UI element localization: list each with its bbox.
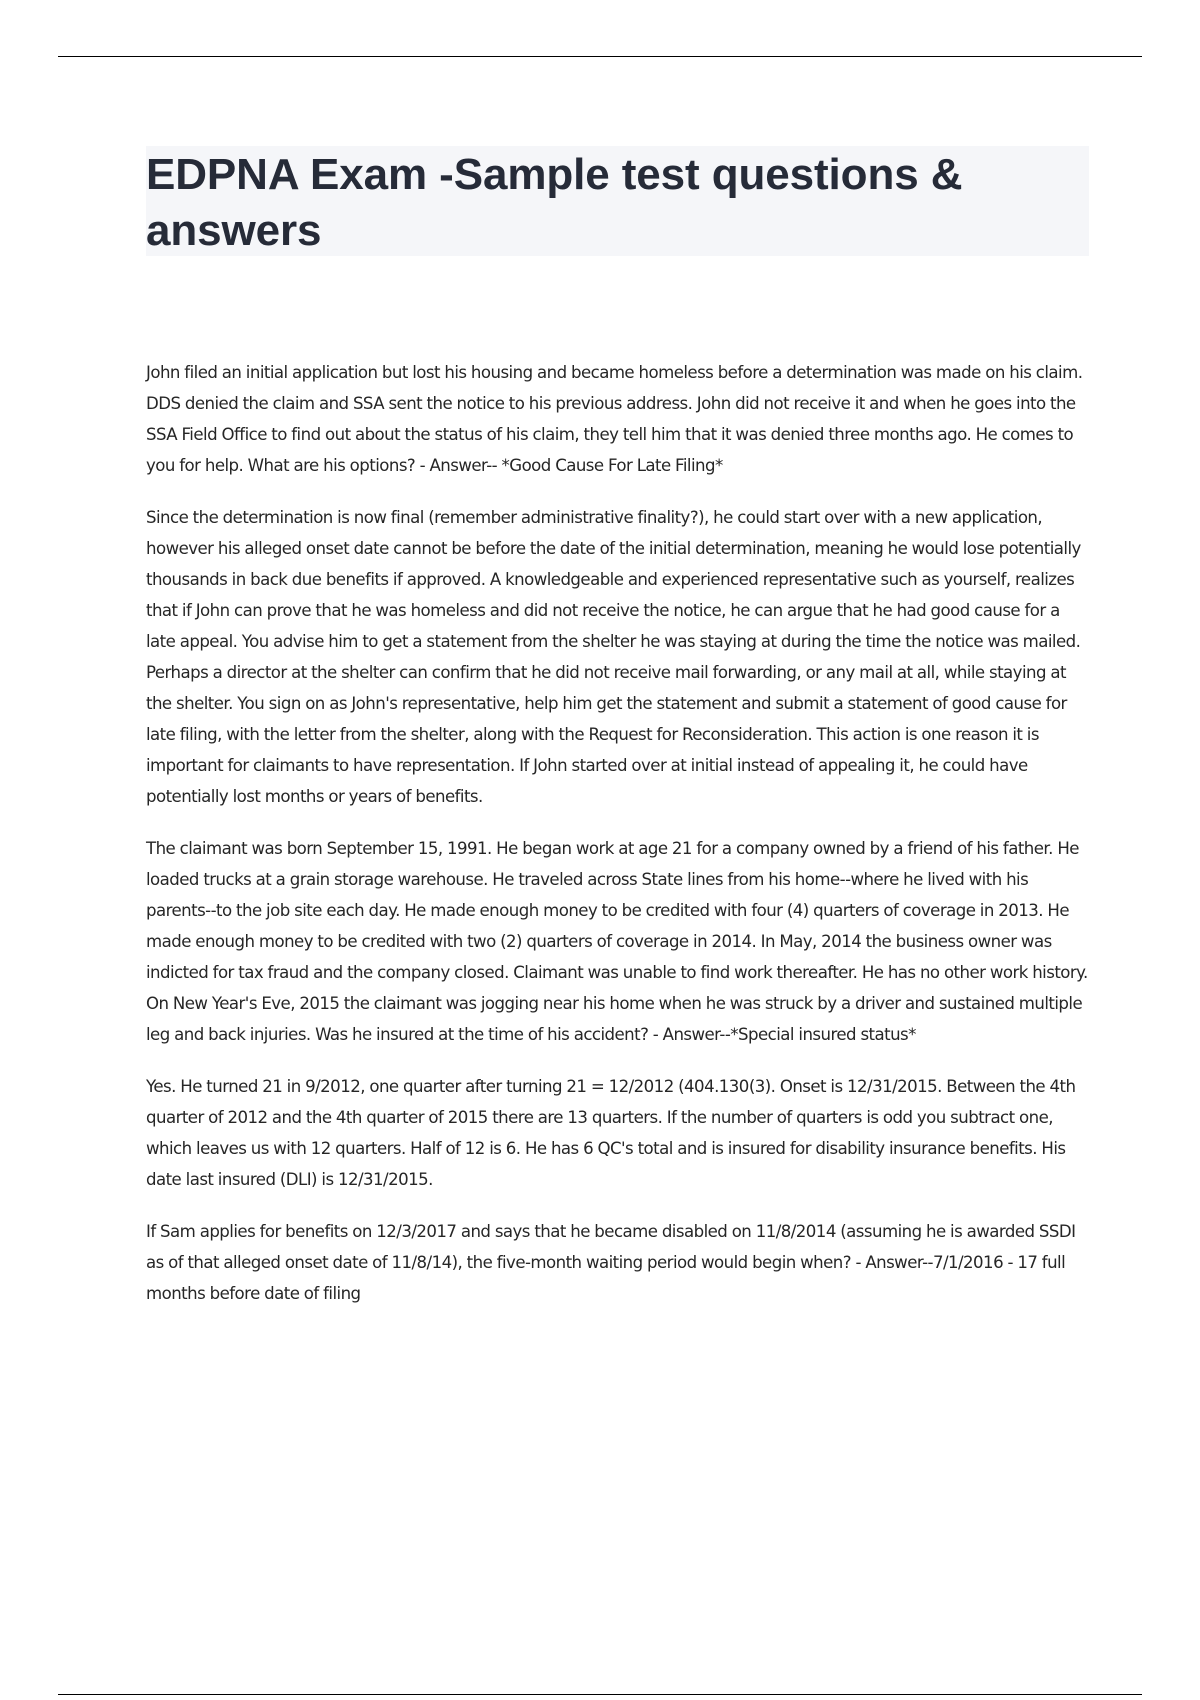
answer-paragraph-1: Since the determination is now final (remember administrative finality?), he could start over with a new application, however his alleged onset date cannot be before the date of the initial determination, meaning he would lose potentially thousands in back due benefits if approved. A knowledgeable and experienced representative such as yourself, realizes that if John can prove that he was homeless and did not receive the notice, he can argue that he had good cause for a late appeal. You advise him to get a statement from the shelter he was staying at during the time the notice was mailed. Perhaps a director at the shelter can confirm that he did not receive mail forwarding, or any mail at all, while staying at the shelter. You sign on as John's representative, help him get the statement and submit a statement of good cause for late filing, with the letter from the shelter, along with the Request for Reconsideration. This action is one reason it is important for claimants to have representation. If John started over at initial instead of appealing it, he could have potentially lost months or years of benefits.	[146, 508, 1081, 806]
question-paragraph-2: The claimant was born September 15, 1991. He began work at age 21 for a company owned by a friend of his father. He loaded trucks at a grain storage warehouse. He traveled across State lines from his home--where he lived with his parents--to the job site each day. He made enough money to be credited with four (4) quarters of coverage in 2013. He made enough money to be credited with two (2) quarters of coverage in 2014. In May, 2014 the business owner was indicted for tax fraud and the company closed. Claimant was unable to find work thereafter. He has no other work history. On New Year's Eve, 2015 the claimant was jogging near his home when he was struck by a driver and sustained multiple leg and back injuries. Was he insured at the time of his accident? - Answer--*Special insured status*	[146, 839, 1088, 1044]
question-paragraph-3: If Sam applies for benefits on 12/3/2017 and says that he became disabled on 11/8/2014 (assuming he is awarded SSDI as of that alleged onset date of 11/8/14), the five-month waiting period would begin when? - Answer--7/1/2016 - 17 full months before date of filing	[146, 1222, 1076, 1303]
document-title: EDPNA Exam -Sample test questions & answers	[146, 150, 963, 255]
header-divider	[58, 56, 1142, 57]
document-body	[146, 357, 1092, 1330]
answer-paragraph-2: Yes. He turned 21 in 9/2012, one quarter after turning 21 = 12/2012 (404.130(3). Onset is 12/31/2015. Between the 4th quarter of 2012 and the 4th quarter of 2015 there are 13 quarters. If the number of quarters is odd you subtract one, which leaves us with 12 quarters. Half of 12 is 6. He has 6 QC's total and is insured for disability insurance benefits. His date last insured (DLI) is 12/31/2015.	[146, 1077, 1076, 1189]
question-paragraph-1: John filed an initial application but lost his housing and became homeless before a determination was made on his claim. DDS denied the claim and SSA sent the notice to his previous address. John did not receive it and when he goes into the SSA Field Office to find out about the status of his claim, they tell him that it was denied three months ago. He comes to you for help. What are his options? - Answer-- *Good Cause For Late Filing*	[146, 363, 1083, 475]
footer-divider	[58, 1694, 1142, 1695]
